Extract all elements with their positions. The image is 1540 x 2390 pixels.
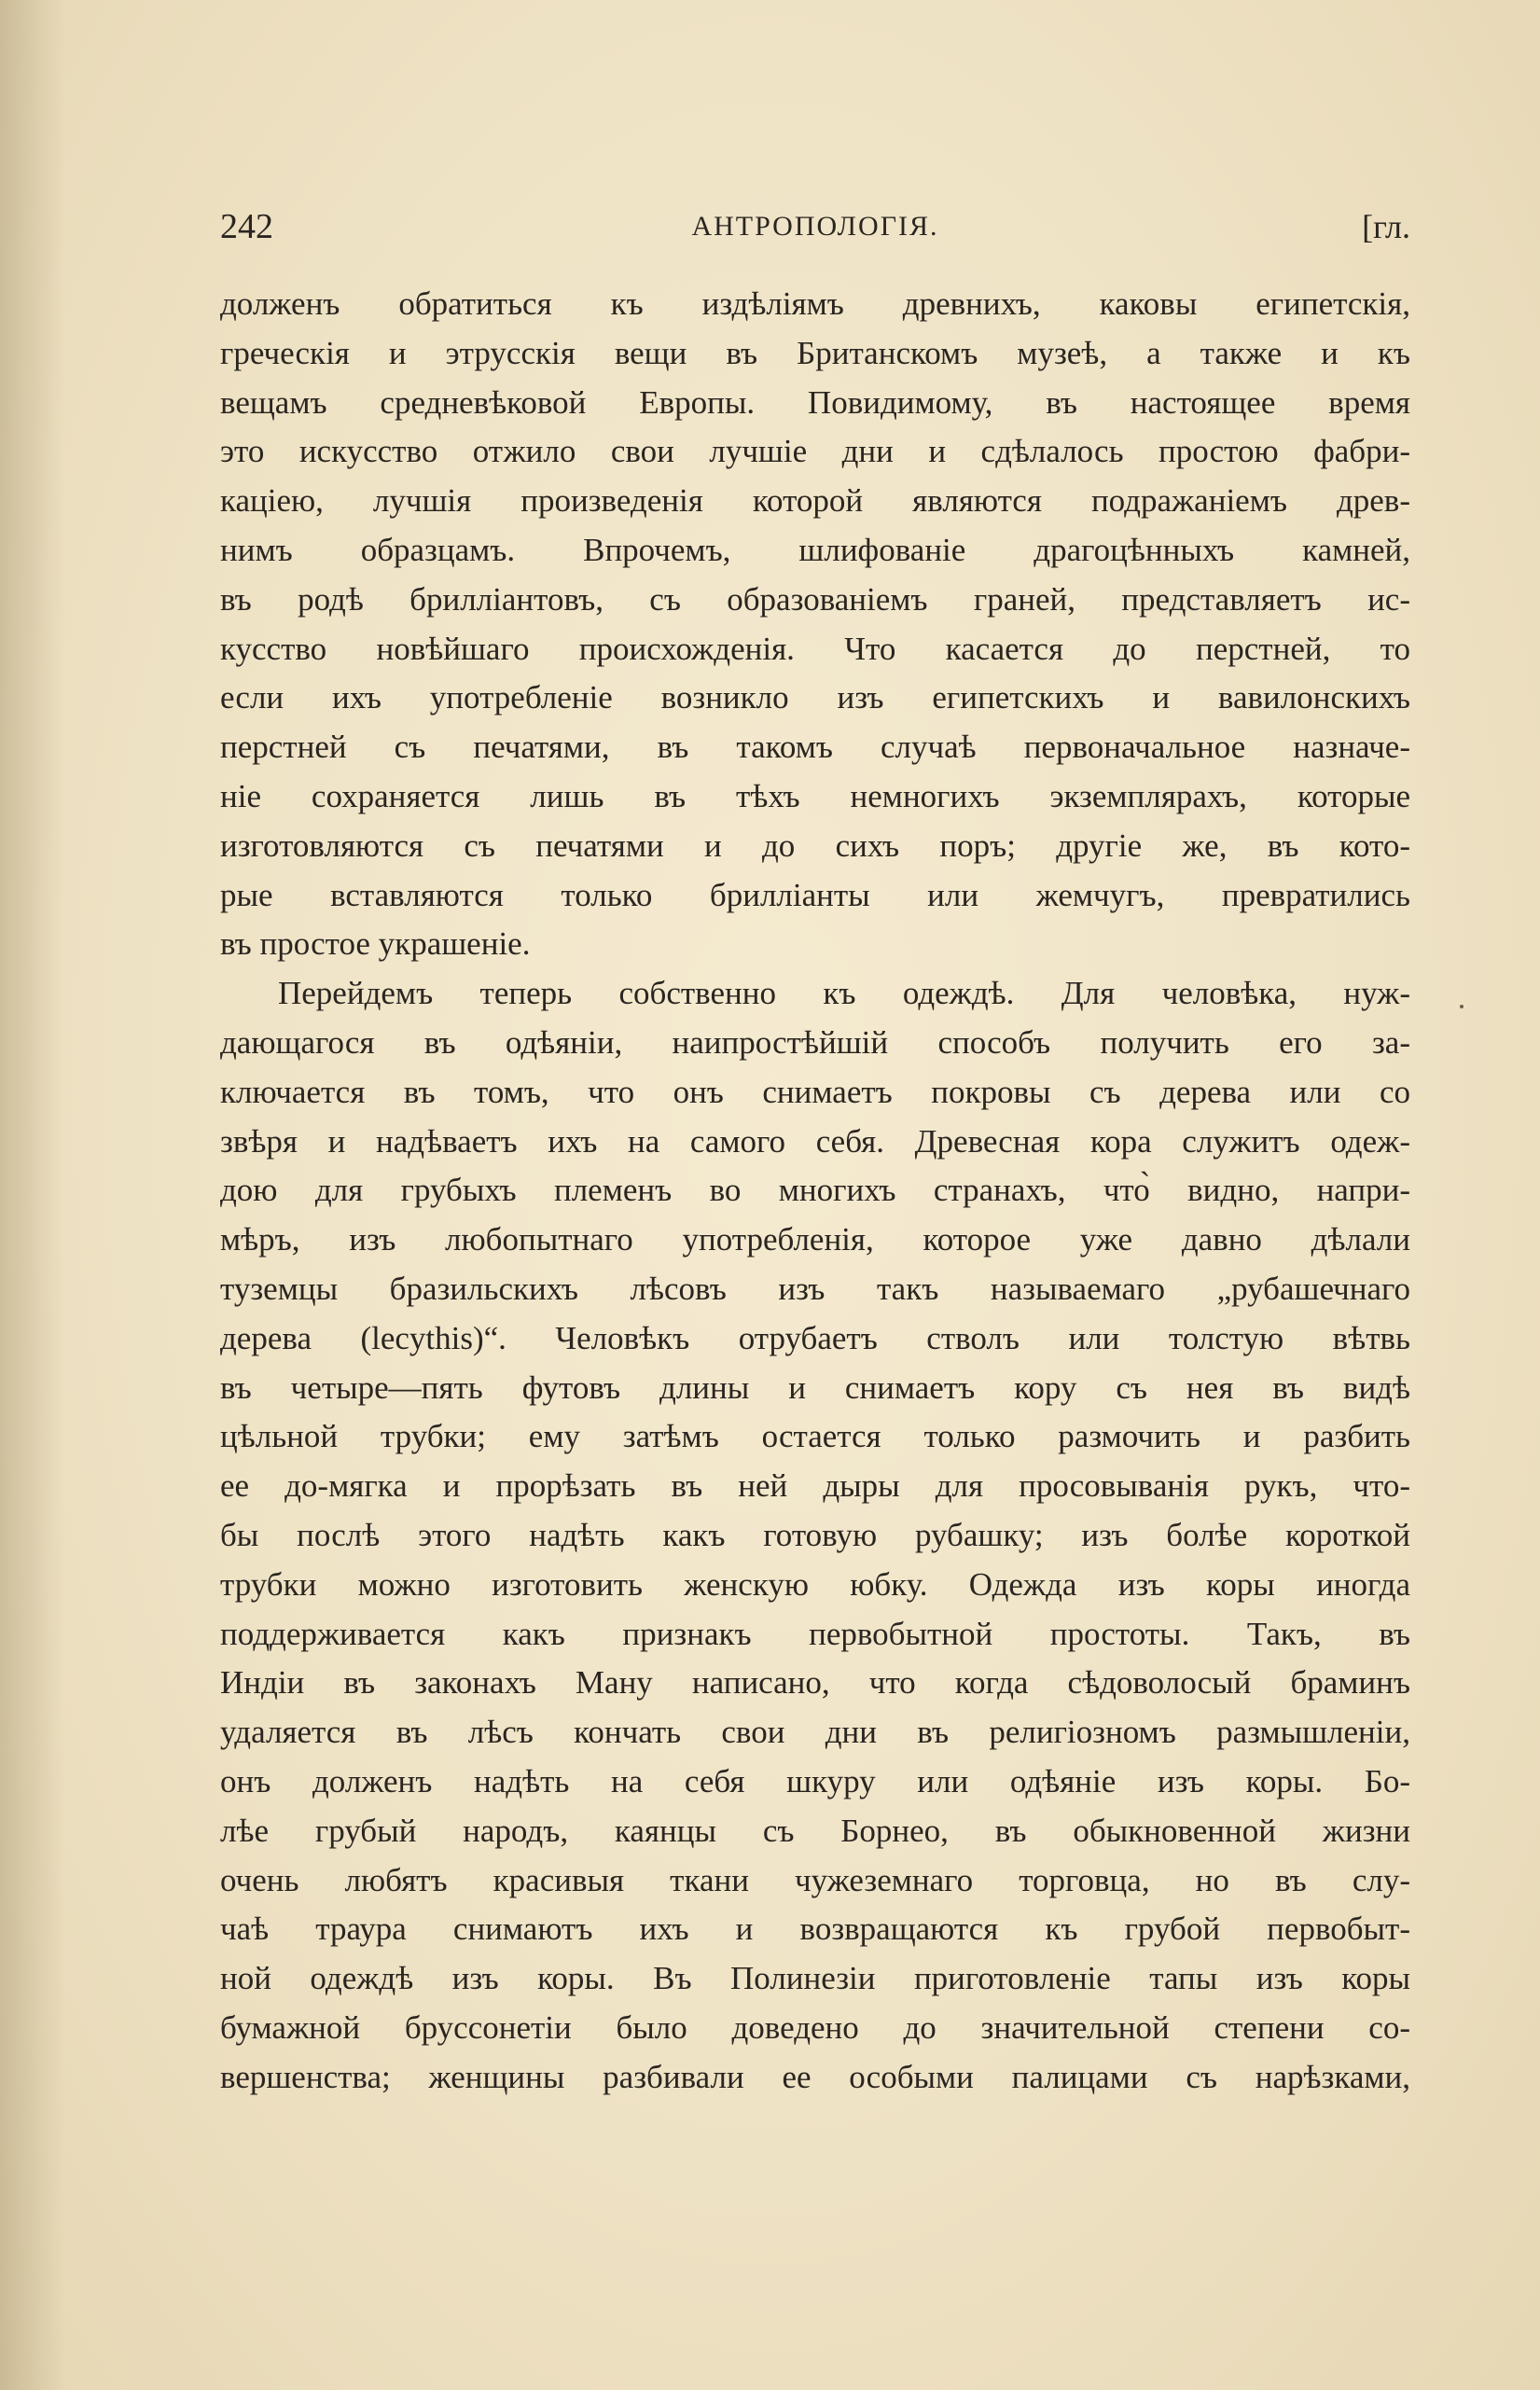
text-line: удаляется въ лѣсъ кончать свои дни въ религіозномъ размышленіи, [220, 1714, 1410, 1751]
text-line: туземцы бразильскихъ лѣсовъ изъ такъ называемаго „рубашечнаго [220, 1270, 1410, 1307]
text-line: долженъ обратиться къ издѣліямъ древнихъ, каковы египетскія, [220, 285, 1410, 322]
text-line: вершенства; женщины разбивали ее особыми палицами съ нарѣзками, [220, 2058, 1410, 2095]
text-line: кусство новѣйшаго происхожденія. Что касается до перстней, то [220, 630, 1410, 667]
text-line: дерева (lecythis)“. Человѣкъ отрубаетъ стволъ или толстую вѣтвь [220, 1319, 1410, 1356]
text-line: бумажной бруссонетіи было доведено до значительной степени со- [220, 2008, 1410, 2046]
text-line: рые вставляются только брилліанты или жемчугъ, превратились [220, 876, 1410, 913]
text-line: греческія и этрусскія вещи въ Британскомъ музеѣ, а также и къ [220, 334, 1410, 371]
text-line: Индіи въ законахъ Ману написано, что когда сѣдоволосый браминъ [220, 1664, 1410, 1702]
chapter-mark: [гл. [1362, 208, 1410, 245]
text-line: если ихъ употребленіе возникло изъ египетскихъ и вавилонскихъ [220, 679, 1410, 716]
text-line: перстней съ печатями, въ такомъ случаѣ первоначальное назначе- [220, 729, 1410, 766]
text-line: это искусство отжило свои лучшіе дни и сдѣлалось простою фабри- [220, 433, 1410, 470]
text-line: звѣря и надѣваетъ ихъ на самого себя. Древесная кора служитъ одеж- [220, 1122, 1410, 1160]
text-line: ной одеждѣ изъ коры. Въ Полинезіи приготовленіе тапы изъ коры [220, 1960, 1410, 1997]
text-line: чаѣ траура снимаютъ ихъ и возвращаются къ грубой первобыт- [220, 1911, 1410, 1948]
text-line: каціею, лучшія произведенія которой являются подражаніемъ древ- [220, 482, 1410, 520]
body-text [220, 280, 1410, 2102]
text-line: въ простое украшеніе. [220, 925, 531, 963]
text-line: дою для грубыхъ племенъ во многихъ странахъ, что̀ видно, напри- [220, 1172, 1410, 1209]
text-line: въ родѣ брилліантовъ, съ образованіемъ граней, представляетъ ис- [220, 580, 1410, 618]
text-line: мѣръ, изъ любопытнаго употребленія, которое уже давно дѣлали [220, 1221, 1410, 1258]
running-title: АНТРОПОЛОГІЯ. [691, 211, 939, 242]
margin-speck [1460, 1005, 1464, 1008]
text-line: цѣльной трубки; ему затѣмъ остается только размочить и разбить [220, 1418, 1410, 1455]
text-line: ніе сохраняется лишь въ тѣхъ немногихъ экземплярахъ, которые [220, 777, 1410, 814]
text-line: очень любятъ красивыя ткани чужеземнаго торговца, но въ слу- [220, 1861, 1410, 1898]
text-line: въ четыре—пять футовъ длины и снимаетъ кору съ нея въ видѣ [220, 1369, 1410, 1406]
text-line: ключается въ томъ, что онъ снимаетъ покровы съ дерева или со [220, 1073, 1410, 1110]
text-line: поддерживается какъ признакъ первобытной простоты. Такъ, въ [220, 1615, 1410, 1652]
text-line: лѣе грубый народъ, каянцы съ Борнео, въ обыкновенной жизни [220, 1812, 1410, 1849]
spine-shadow [0, 0, 65, 2390]
text-line: бы послѣ этого надѣть какъ готовую рубашку; изъ болѣе короткой [220, 1516, 1410, 1553]
text-line: трубки можно изготовить женскую юбку. Одежда изъ коры иногда [220, 1565, 1410, 1603]
text-line: вещамъ средневѣковой Европы. Повидимому, въ настоящее время [220, 383, 1410, 421]
text-line: изготовляются съ печатями и до сихъ поръ; другіе же, въ кото- [220, 827, 1410, 864]
running-head [220, 203, 1410, 250]
text-line: дающагося въ одѣяніи, наипростѣйшій способъ получить его за- [220, 1023, 1410, 1061]
page-number: 242 [220, 207, 273, 246]
text-line: ее до-мягка и прорѣзать въ ней дыры для просовыванія рукъ, что- [220, 1467, 1410, 1505]
text-line: нимъ образцамъ. Впрочемъ, шлифованіе драгоцѣнныхъ камней, [220, 531, 1410, 568]
text-line: онъ долженъ надѣть на себя шкуру или одѣяніе изъ коры. Бо- [220, 1762, 1410, 1799]
text-line: Перейдемъ теперь собственно къ одеждѣ. Для человѣка, нуж- [278, 975, 1410, 1012]
